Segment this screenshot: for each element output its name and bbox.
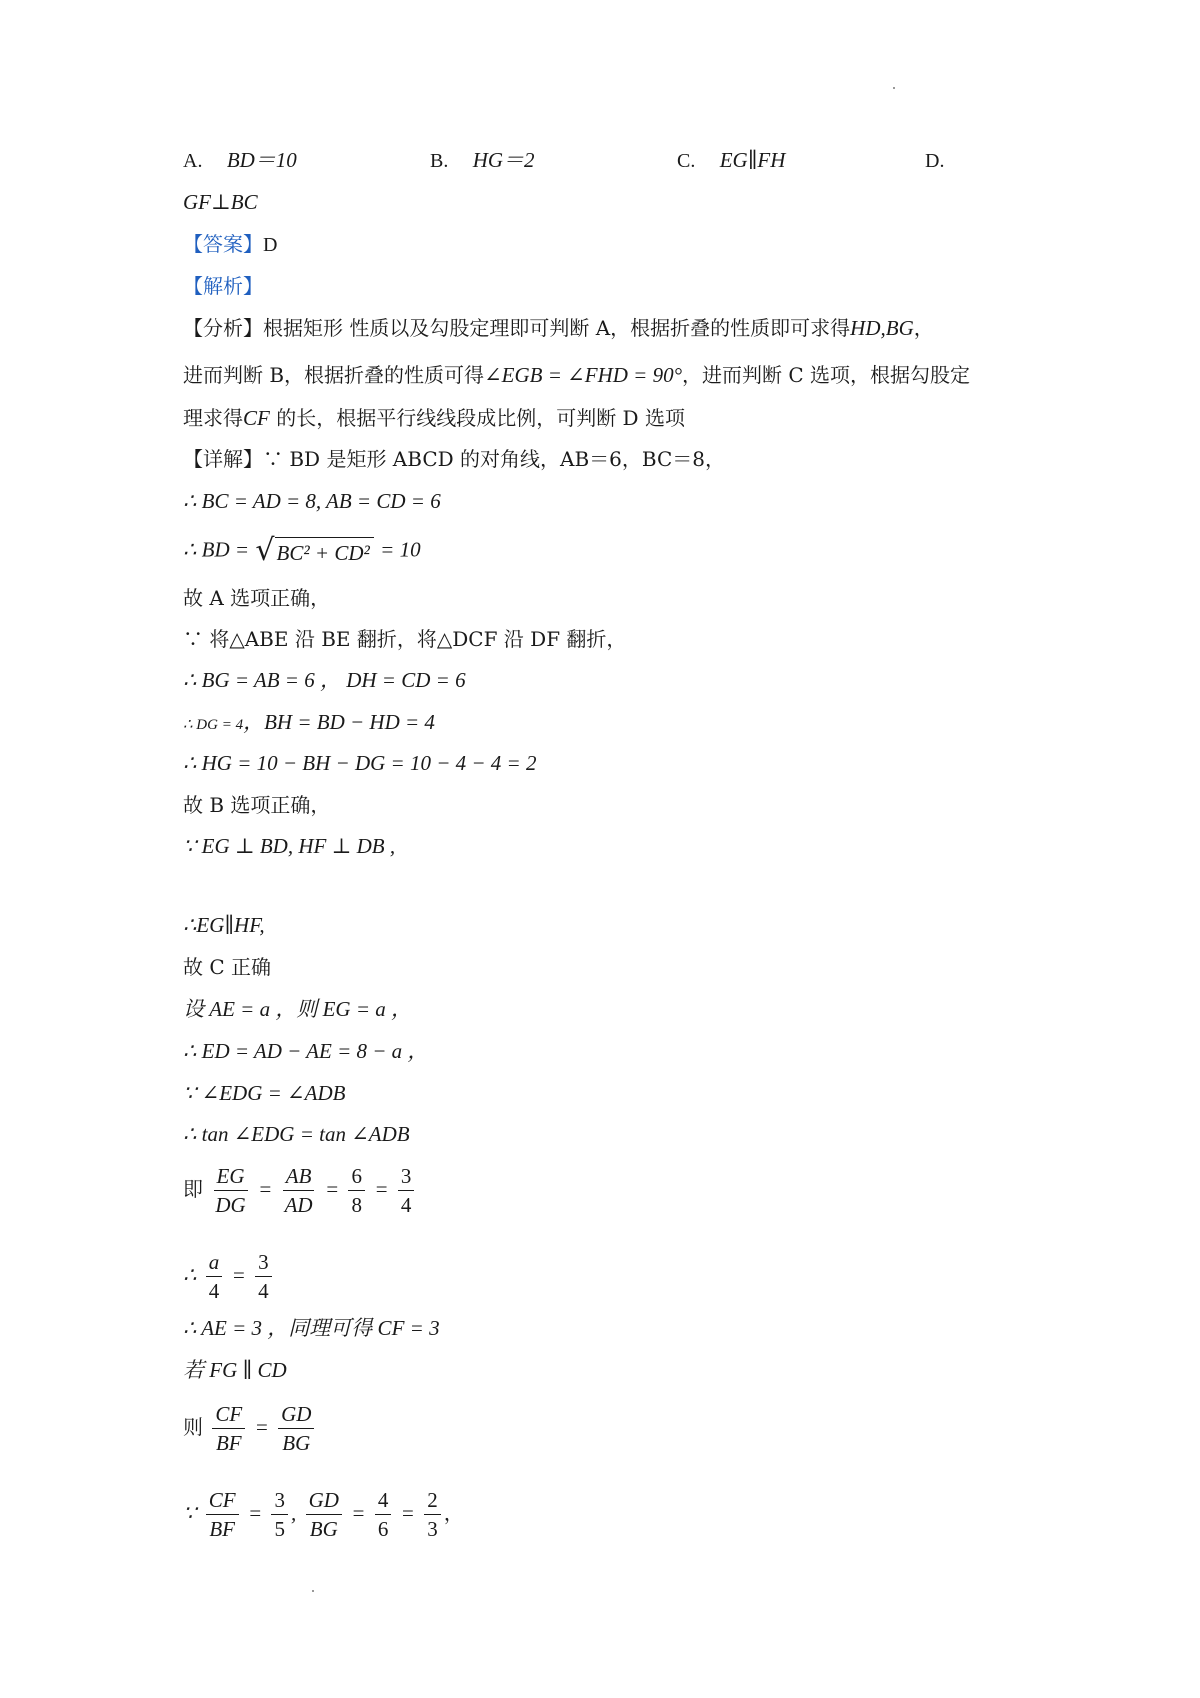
step-13: ∴ ED = AD − AE = 8 − a ， xyxy=(183,1039,429,1063)
option-b-letter: B. xyxy=(430,150,449,172)
step-10: ∴EG∥HF, xyxy=(183,913,265,937)
fraction: $\frac{a}{4}$ xyxy=(206,1248,223,1305)
fenxi-label: 【分析】 xyxy=(183,316,263,340)
xiangjie-line: 【详解】∵ BD 是矩形 ABCD 的对角线，AB＝6，BC＝8， xyxy=(183,447,725,471)
step-21: ∵ $\frac{CF}{BF}$ = $\frac{3}{5}$ , $\frac{GD}{BG}$ = $\frac{4}{6}$ = $\frac{2}{3}$ ， xyxy=(183,1488,464,1541)
fraction: $\frac{CF}{BF}$ xyxy=(212,1400,245,1457)
step-16: 即 $\frac{EG}{DG}$ = $\frac{AB}{AD}$ = $\frac{6}{8}$ = $\frac{3}{4}$ xyxy=(183,1162,417,1219)
fenxi-line-2: 进而判断 B，根据折叠的性质可得∠EGB = ∠FHD = 90°，进而判断 C 选项，根据勾股定 xyxy=(183,363,971,387)
step-4: ∵ 将△ABE 沿 BE 翻折，将△DCF 沿 DF 翻折， xyxy=(183,627,627,651)
option-c xyxy=(677,147,785,174)
fraction: $\frac{2}{3}$ xyxy=(424,1486,441,1543)
option-a-letter: A. xyxy=(183,150,203,172)
step-7: ∴ HG = 10 − BH − DG = 10 − 4 − 4 = 2 xyxy=(183,751,537,775)
step-11: 故 C 正确 xyxy=(183,955,272,979)
fraction: $\frac{GD}{BG}$ xyxy=(278,1400,314,1457)
answer-label: 【答案】 xyxy=(183,232,263,256)
answer-line xyxy=(183,231,277,258)
step-18: ∴ AE = 3 ，同理可得 CF = 3 xyxy=(183,1316,440,1340)
fraction: $\frac{4}{6}$ xyxy=(375,1486,392,1543)
scan-dot xyxy=(893,87,895,89)
jiexi-label: 【解析】 xyxy=(183,274,263,298)
fraction: $\frac{GD}{BG}$ xyxy=(306,1486,342,1543)
fraction: $\frac{EG}{DG}$ xyxy=(215,1164,246,1217)
step-17: ∴ $\frac{a}{4}$ = $\frac{3}{4}$ xyxy=(183,1248,275,1305)
option-c-letter: C. xyxy=(677,150,696,172)
sqrt-icon: √ xyxy=(255,533,275,568)
step-2: ∴ BD = √ BC² + CD² = 10 xyxy=(183,533,421,568)
step-12: 设 AE = a ，则 EG = a ， xyxy=(183,997,412,1021)
xiangjie-label: 【详解】 xyxy=(183,447,263,471)
fenxi-line-3: 理求得CF 的长，根据平行线线段成比例，可判断 D 选项 xyxy=(183,406,685,430)
option-d xyxy=(925,147,944,174)
answer-value: D xyxy=(263,234,278,256)
step-1: ∴ BC = AD = 8, AB = CD = 6 xyxy=(183,489,441,513)
fraction: $\frac{6}{8}$ xyxy=(348,1162,365,1219)
step-6: ∴ DG = 4，BH = BD − HD = 4 xyxy=(183,710,435,734)
fenxi-line-1: 【分析】根据矩形 性质以及勾股定理即可判断 A，根据折叠的性质即可求得HD,BG， xyxy=(183,316,934,340)
fraction: $\frac{3}{5}$ xyxy=(271,1486,288,1543)
fraction: $\frac{3}{4}$ xyxy=(255,1248,272,1305)
option-b xyxy=(430,147,535,174)
step-3: 故 A 选项正确， xyxy=(183,586,331,610)
step-5: ∴ BG = AB = 6 ， DH = CD = 6 xyxy=(183,668,466,692)
scan-dot xyxy=(312,1590,314,1592)
fraction: $\frac{CF}{BF}$ xyxy=(206,1486,239,1543)
option-d-letter: D. xyxy=(925,150,945,172)
option-a xyxy=(183,147,297,174)
step-14: ∵ ∠EDG = ∠ADB xyxy=(183,1081,346,1105)
option-b-text: HG＝2 xyxy=(472,148,535,172)
fraction: $\frac{AB}{AD}$ xyxy=(284,1164,313,1217)
sqrt-expression: √ BC² + CD² xyxy=(255,536,373,566)
step-9: ∵ EG ⊥ BD, HF ⊥ DB , xyxy=(183,834,396,858)
step-19: 若 FG ∥ CD xyxy=(183,1358,287,1382)
option-c-text: EG∥FH xyxy=(719,148,786,172)
step-15: ∴ tan ∠EDG = tan ∠ADB xyxy=(183,1122,410,1146)
step-8: 故 B 选项正确， xyxy=(183,793,331,817)
analysis-header xyxy=(183,273,263,299)
option-a-text: BD＝10 xyxy=(226,148,297,172)
step-20: 则 $\frac{CF}{BF}$ = $\frac{GD}{BG}$ xyxy=(183,1400,317,1457)
fraction: $\frac{3}{4}$ xyxy=(398,1162,415,1219)
option-d-text: GF⊥BC xyxy=(183,190,258,214)
